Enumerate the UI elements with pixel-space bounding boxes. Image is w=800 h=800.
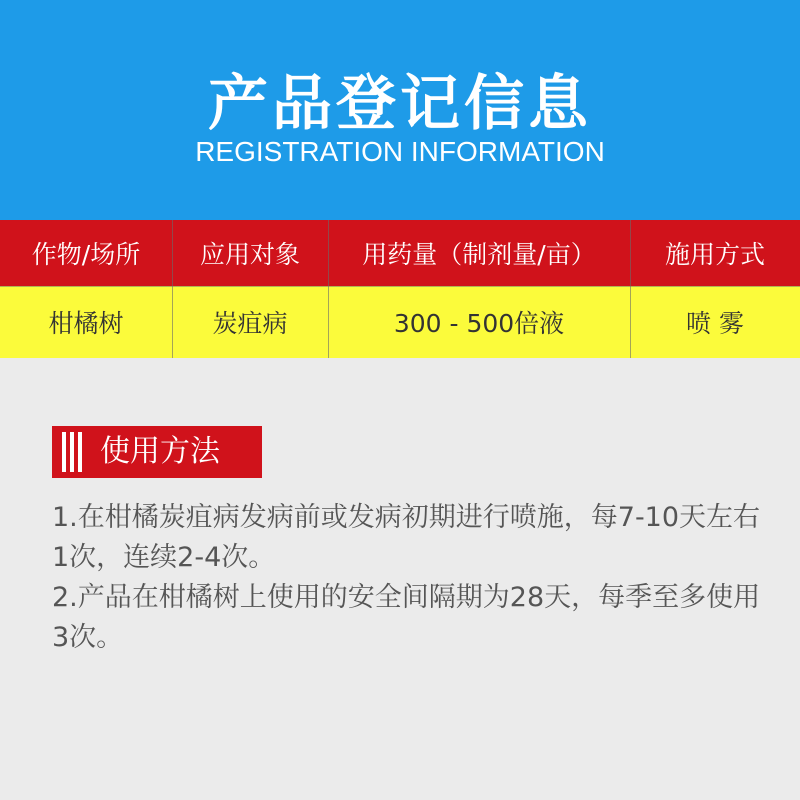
badge-stripe (78, 432, 82, 472)
section-title: 使用方法 (100, 434, 220, 469)
table-divider (630, 220, 631, 358)
table-cell-method: 喷 雾 (686, 309, 744, 338)
page-title: 产品登记信息 (208, 69, 592, 139)
badge-stripe (62, 432, 66, 472)
table-divider (172, 220, 173, 358)
table-header-dosage: 用药量（制剂量/亩） (362, 240, 596, 269)
instruction-item: 2.产品在柑橘树上使用的安全间隔期为28天，每季至多使用3次。 (52, 582, 761, 653)
table-cell-dosage: 300 - 500倍液 (393, 309, 565, 338)
badge-stripe (70, 432, 74, 472)
registration-table (0, 220, 800, 358)
header-banner (0, 0, 800, 220)
table-row (0, 286, 800, 358)
table-header-method: 施用方式 (664, 240, 765, 269)
table-divider (328, 220, 329, 358)
usage-instructions (52, 498, 772, 658)
table-header-row (0, 220, 800, 286)
table-cell-target: 炭疽病 (212, 309, 288, 338)
table-header-crop: 作物/场所 (31, 240, 141, 269)
page-subtitle: REGISTRATION INFORMATION (195, 136, 605, 167)
section-heading-badge (52, 426, 262, 478)
table-cell-crop: 柑橘树 (48, 309, 124, 338)
table-header-target: 应用对象 (199, 240, 300, 269)
instruction-item: 1.在柑橘炭疽病发病前或发病初期进行喷施，每7-10天左右1次，连续2-4次。 (52, 502, 761, 573)
table-row-divider (0, 286, 800, 287)
